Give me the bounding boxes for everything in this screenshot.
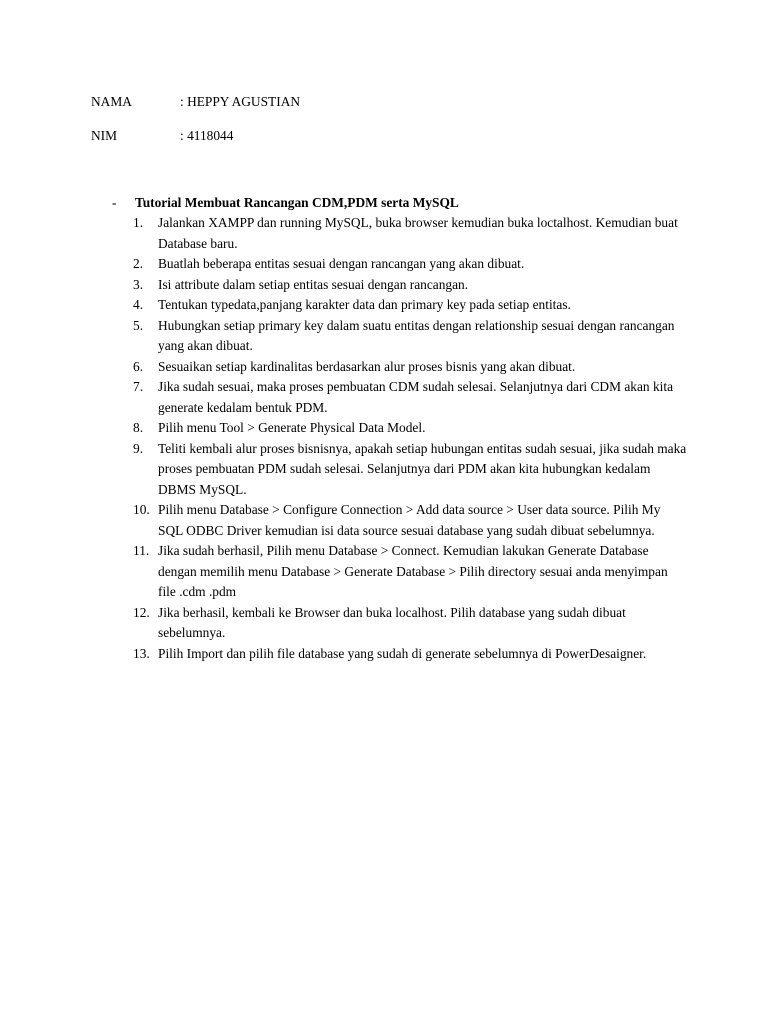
list-item bbox=[0, 439, 688, 501]
step-number: 3. bbox=[133, 276, 144, 292]
bullet-dash: - bbox=[112, 195, 117, 210]
list-item bbox=[0, 644, 688, 665]
step-number: 2. bbox=[133, 256, 144, 271]
step-text: Jika sudah sesuai, maka proses pembuatan CDM sudah selesai. Selanjutnya dari CDM akan kita generate kedalam bentuk PDM. bbox=[158, 379, 674, 415]
step-text: Sesuaikan setiap kardinalitas berdasarkan alur proses bisnis yang akan dibuat. bbox=[158, 358, 576, 374]
step-text: Jika berhasil, kembali ke Browser dan buka localhost. Pilih database yang sudah dibuat sebelumnya. bbox=[158, 604, 626, 640]
step-text: Jalankan XAMPP dan running MySQL, buka browser kemudian buka loctalhost. Kemudian buat Database baru. bbox=[158, 215, 678, 251]
list-item bbox=[0, 213, 688, 254]
step-number: 5. bbox=[133, 317, 144, 333]
step-number: 6. bbox=[133, 358, 144, 374]
step-number: 12. bbox=[133, 604, 150, 620]
list-item bbox=[0, 357, 688, 378]
step-text: Hubungkan setiap primary key dalam suatu entitas dengan relationship sesuai dengan rancangan yang akan dibuat. bbox=[158, 317, 675, 353]
list-item bbox=[0, 377, 688, 418]
tutorial-heading: Tutorial Membuat Rancangan CDM,PDM serta MySQL bbox=[135, 195, 459, 210]
step-number: 10. bbox=[133, 502, 150, 517]
list-item bbox=[0, 275, 688, 296]
name-value: : HEPPY AGUSTIAN bbox=[180, 94, 301, 109]
step-text: Jika sudah berhasil, Pilih menu Database > Connect. Kemudian lakukan Generate Database dengan memilih menu Database > Generate Database > Pilih directory sesuai anda menyimpan file .cdm .pdm bbox=[158, 543, 668, 599]
step-text: Isi attribute dalam setiap entitas sesuai dengan rancangan. bbox=[158, 276, 469, 292]
step-number: 9. bbox=[133, 440, 144, 456]
list-item bbox=[0, 603, 688, 644]
nim-value: : 4118044 bbox=[180, 128, 234, 143]
step-text: Buatlah beberapa entitas sesuai dengan rancangan yang akan dibuat. bbox=[158, 256, 525, 271]
step-text: Pilih menu Database > Configure Connection > Add data source > User data source. Pilih My SQL ODBC Driver kemudian isi data source sesuai database yang sudah dibuat sebelumnya. bbox=[158, 502, 661, 538]
list-item bbox=[0, 541, 688, 603]
step-text: Pilih Import dan pilih file database yang sudah di generate sebelumnya di PowerDesaigner. bbox=[158, 645, 647, 661]
step-number: 8. bbox=[133, 420, 144, 435]
list-item bbox=[0, 500, 688, 541]
step-text: Pilih menu Tool > Generate Physical Data Model. bbox=[158, 420, 426, 435]
step-number: 11. bbox=[133, 543, 150, 558]
step-number: 4. bbox=[133, 297, 144, 312]
step-number: 13. bbox=[133, 645, 150, 661]
list-item bbox=[0, 295, 688, 316]
step-number: 1. bbox=[133, 215, 144, 230]
steps-list bbox=[0, 213, 768, 664]
list-item bbox=[0, 418, 688, 439]
name-label: NAMA bbox=[91, 94, 132, 109]
step-text: Teliti kembali alur proses bisnisnya, apakah setiap hubungan entitas sudah sesuai, jika sudah maka proses pembuatan PDM sudah selesai. Selanjutnya dari PDM akan kita hubungkan kedalam DBMS MySQL. bbox=[158, 440, 687, 497]
step-number: 7. bbox=[133, 379, 144, 394]
step-text: Tentukan typedata,panjang karakter data dan primary key pada setiap entitas. bbox=[158, 297, 571, 312]
nim-label: NIM bbox=[91, 128, 118, 143]
list-item bbox=[0, 316, 688, 357]
list-item bbox=[0, 254, 688, 275]
